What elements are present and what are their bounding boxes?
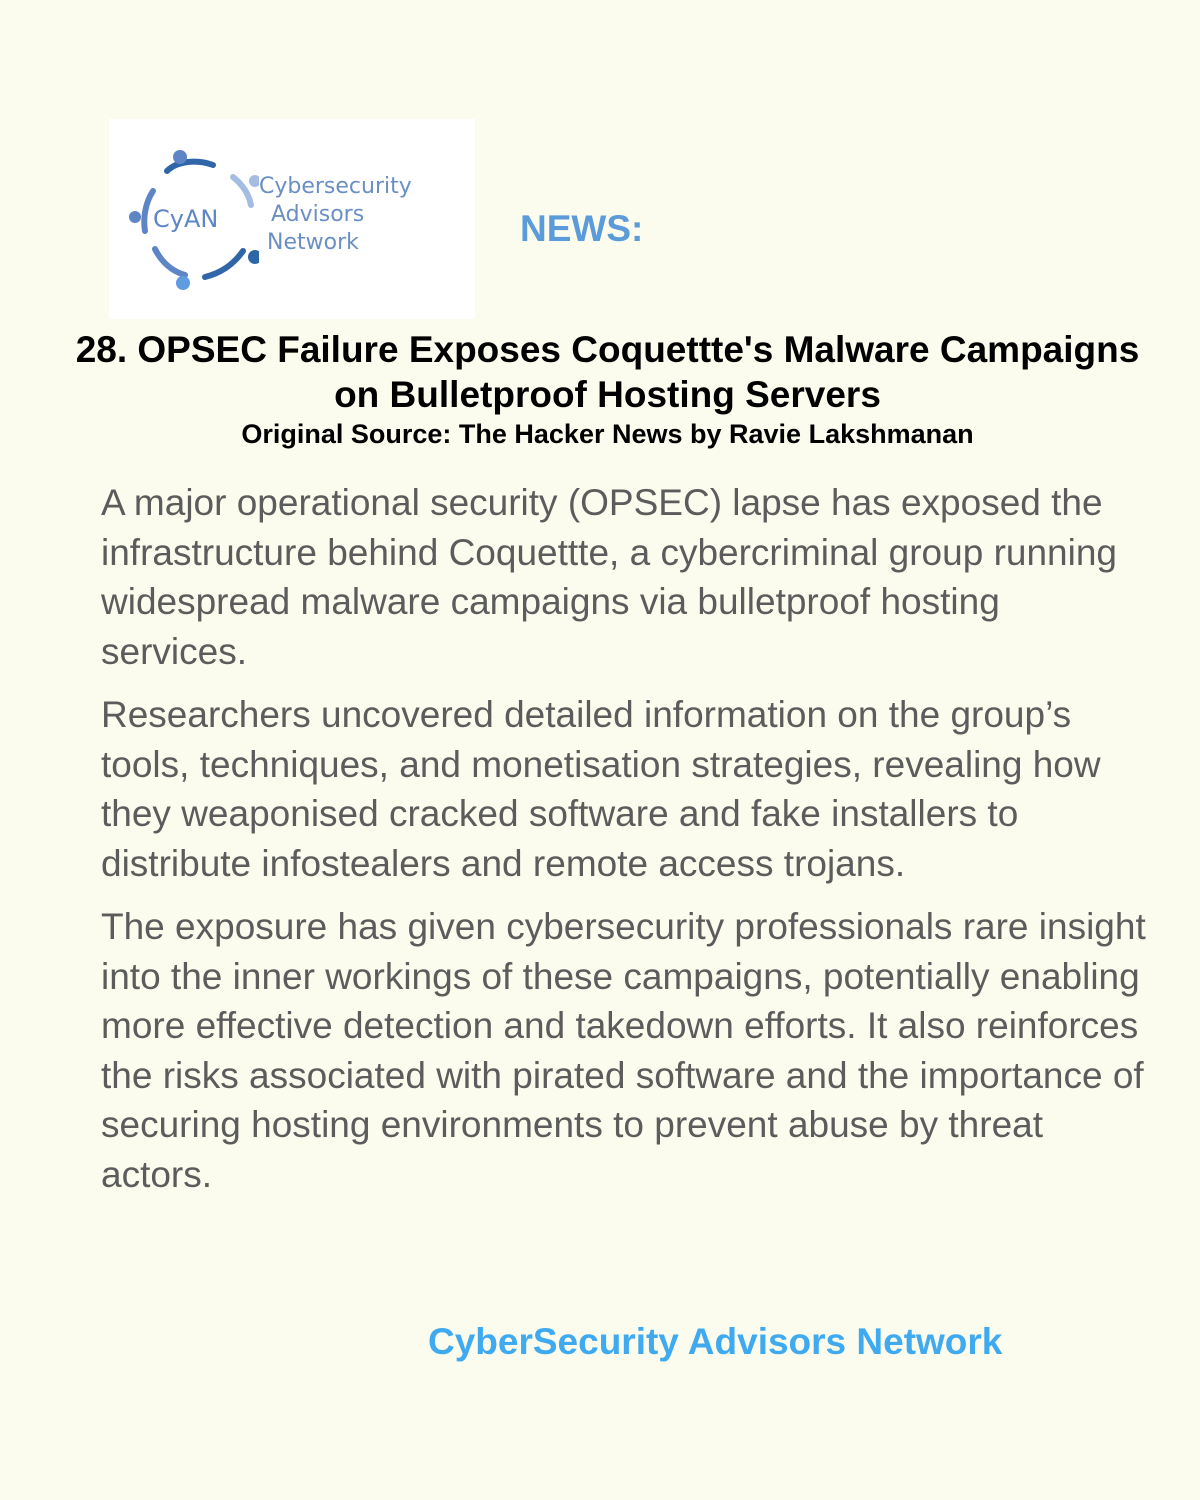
article-title: 28. OPSEC Failure Exposes Coquettte's Malware Campaigns on Bulletproof Hosting Servers [75,329,1140,415]
news-label: NEWS: [520,208,644,249]
cyan-logo [109,119,475,319]
article-paragraph-1: A major operational security (OPSEC) lapse has exposed the infrastructure behind Coquettte, a cybercriminal group running widespread malware campaigns via bulletproof hosting services. [101,482,1118,672]
article-paragraph-3: The exposure has given cybersecurity professionals rare insight into the inner workings of these campaigns, potentially enabling more effective detection and takedown efforts. It also reinforces the risks associated with pirated software and the importance of securing hosting environments to prevent abuse by threat actors. [101,906,1146,1195]
article-body [101,478,1151,1213]
logo-line-3: Network [267,230,359,255]
logo-line-1: Cybersecurity [259,174,412,199]
article-paragraph-2: Researchers uncovered detailed information on the group’s tools, techniques, and monetisation strategies, revealing how they weaponised cracked software and fake installers to distribute infostealers and remote access trojans. [101,694,1101,884]
logo-wordmark [259,173,412,257]
footer-brand: CyberSecurity Advisors Network [428,1321,1003,1362]
article-source: Original Source: The Hacker News by Ravie Lakshmanan [241,419,974,449]
logo-badge-text: CyAN [153,205,219,233]
logo-line-2: Advisors [271,202,365,227]
